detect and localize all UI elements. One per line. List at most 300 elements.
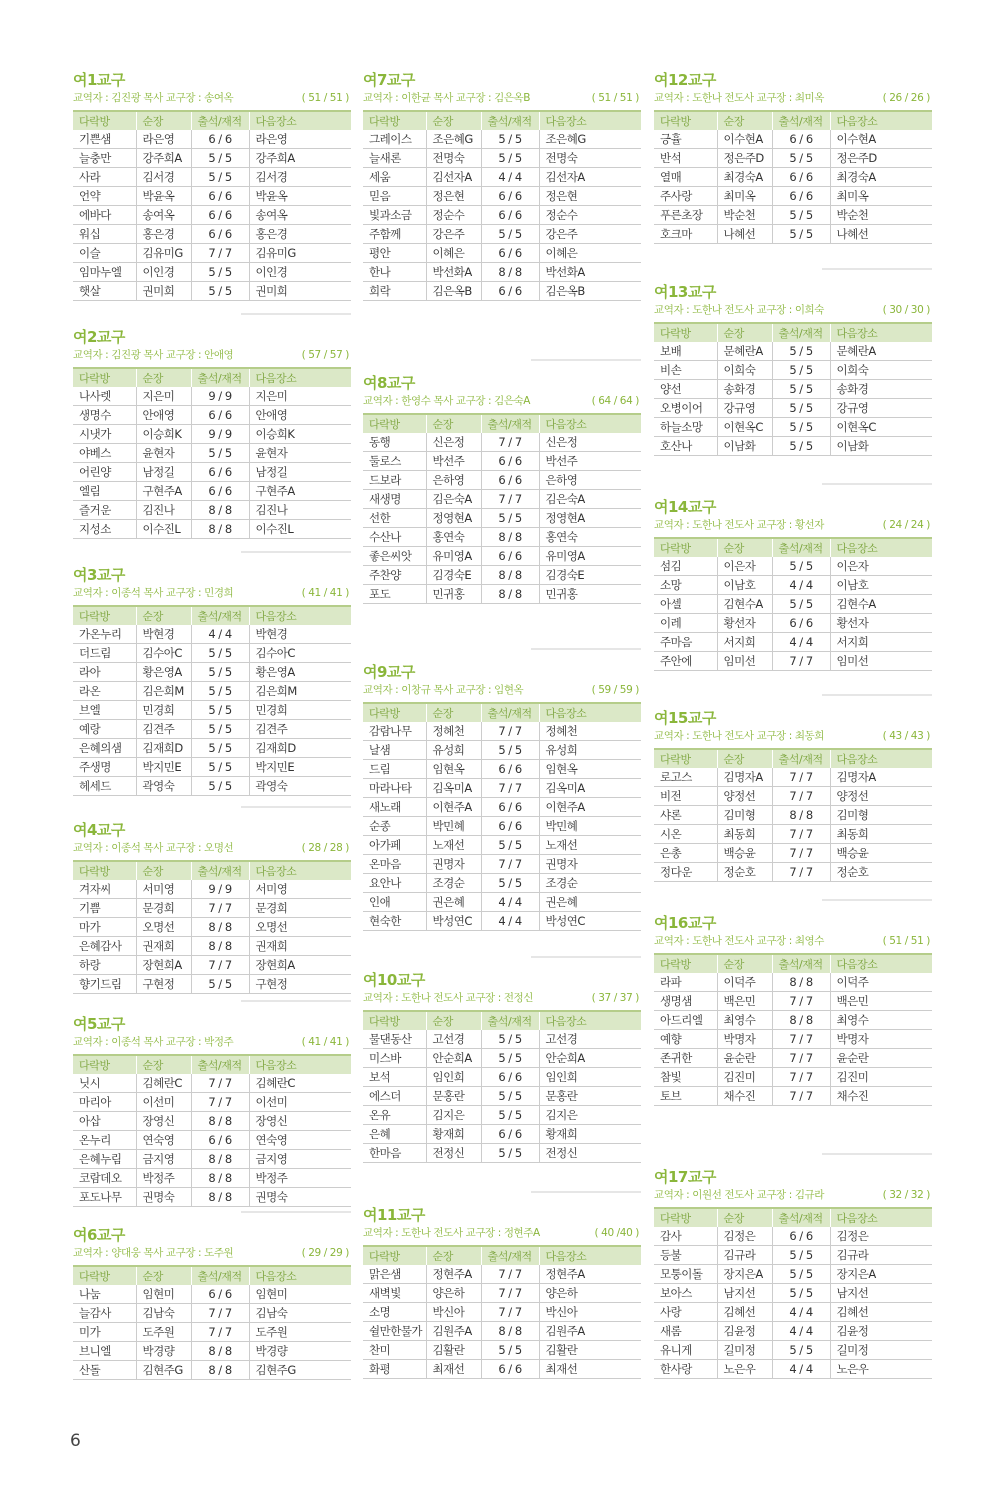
table-cell: 4 / 4 <box>481 168 539 187</box>
table-cell: 이인경 <box>136 263 191 282</box>
table-cell: 구현주A <box>136 482 191 501</box>
table-row <box>73 1093 351 1112</box>
table-cell: 6 / 6 <box>481 206 539 225</box>
table-cell: 정순호 <box>830 863 932 882</box>
district-title: 여14교구 <box>654 498 716 516</box>
table-row <box>363 206 641 225</box>
table-cell: 남정길 <box>249 463 351 482</box>
table-cell: 곽영숙 <box>136 777 191 796</box>
table-cell: 반석 <box>654 149 717 168</box>
district-table <box>654 1207 932 1379</box>
table-row <box>654 1011 932 1030</box>
table-cell: 이남화 <box>830 437 932 456</box>
table-cell: 김은희M <box>136 682 191 701</box>
table-cell: 전정신 <box>426 1144 481 1163</box>
table-cell: 연숙영 <box>136 1131 191 1150</box>
table-row <box>73 444 351 463</box>
table-cell: 드보라 <box>363 471 426 490</box>
district-title: 여5교구 <box>73 1015 125 1033</box>
table-cell: 5 / 5 <box>481 1030 539 1049</box>
column-header: 출석/재적 <box>481 1011 539 1030</box>
table-cell: 권미희 <box>136 282 191 301</box>
table-cell: 김은숙A <box>539 490 641 509</box>
table-row <box>73 899 351 918</box>
table-cell: 김옥미A <box>539 779 641 798</box>
table-cell: 황은영A <box>136 663 191 682</box>
table-row <box>363 912 641 931</box>
table-cell: 임현옥 <box>426 760 481 779</box>
table-cell: 노재선 <box>539 836 641 855</box>
table-row <box>654 614 932 633</box>
column-header: 다락방 <box>654 538 717 557</box>
column-header: 순장 <box>426 703 481 722</box>
table-cell: 6 / 6 <box>191 482 249 501</box>
table-cell: 최재선 <box>539 1360 641 1379</box>
table-cell: 5 / 5 <box>481 1106 539 1125</box>
table-row <box>73 130 351 149</box>
table-cell: 백은민 <box>717 992 772 1011</box>
table-cell: 문혜란A <box>830 342 932 361</box>
table-cell: 비손 <box>654 361 717 380</box>
table-cell: 사라 <box>73 168 136 187</box>
table-cell: 5 / 5 <box>772 1284 830 1303</box>
table-cell: 주사랑 <box>654 187 717 206</box>
table-cell: 6 / 6 <box>481 817 539 836</box>
table-cell: 이인경 <box>249 263 351 282</box>
table-cell: 권은혜 <box>426 893 481 912</box>
table-cell: 마라나타 <box>363 779 426 798</box>
table-cell: 권미희 <box>249 282 351 301</box>
column-header: 순장 <box>717 323 772 342</box>
table-cell: 박선화A <box>539 263 641 282</box>
column-header: 다락방 <box>73 111 136 130</box>
table-header <box>363 414 641 433</box>
column-header: 다락방 <box>654 111 717 130</box>
district-leaders: 교역자 : 이종석 목사 교구장 : 오명선 <box>73 842 234 854</box>
district-leaders: 교역자 : 도한나 전도사 교구장 : 이희숙 <box>654 304 825 316</box>
table-cell: 햇살 <box>73 282 136 301</box>
table-row <box>73 1285 351 1304</box>
district-count: ( 26 / 26 ) <box>882 92 930 104</box>
district-leaders: 교역자 : 이창규 목사 교구장 : 임현옥 <box>363 684 524 696</box>
table-row <box>73 387 351 406</box>
district-block <box>363 70 641 301</box>
district-table <box>73 605 351 796</box>
table-cell: 강은주 <box>426 225 481 244</box>
table-cell: 7 / 7 <box>481 779 539 798</box>
table-cell: 예향 <box>654 1030 717 1049</box>
table-cell: 김원주A <box>426 1322 481 1341</box>
table-cell: 예랑 <box>73 720 136 739</box>
table-header <box>654 749 932 768</box>
table-cell: 김혜란C <box>249 1074 351 1093</box>
table-cell: 김지은 <box>426 1106 481 1125</box>
table-cell: 민귀홍 <box>539 585 641 604</box>
table-cell: 최경숙A <box>717 168 772 187</box>
table-cell: 존귀한 <box>654 1049 717 1068</box>
table-row <box>363 528 641 547</box>
table-row <box>73 149 351 168</box>
table-cell: 8 / 8 <box>191 1188 249 1207</box>
table-cell: 정순수 <box>426 206 481 225</box>
table-cell: 수산나 <box>363 528 426 547</box>
table-row <box>654 168 932 187</box>
table-cell: 둘로스 <box>363 452 426 471</box>
district-block <box>654 913 932 1106</box>
table-cell: 권재희 <box>136 937 191 956</box>
table-cell: 민귀홍 <box>426 585 481 604</box>
table-cell: 김규라 <box>830 1246 932 1265</box>
table-cell: 8 / 8 <box>191 1342 249 1361</box>
table-row <box>654 1030 932 1049</box>
table-cell: 희락 <box>363 282 426 301</box>
table-cell: 소명 <box>363 1303 426 1322</box>
table-cell: 사랑 <box>654 1303 717 1322</box>
table-cell: 김재희D <box>249 739 351 758</box>
table-cell: 한마음 <box>363 1144 426 1163</box>
table-cell: 한사랑 <box>654 1360 717 1379</box>
table-cell: 정은현 <box>539 187 641 206</box>
district-meta <box>73 90 351 106</box>
district-count: ( 51 / 51 ) <box>882 935 930 947</box>
table-cell: 박경량 <box>136 1342 191 1361</box>
table-cell: 4 / 4 <box>772 1360 830 1379</box>
table-cell: 오명선 <box>249 918 351 937</box>
table-cell: 김윤정 <box>830 1322 932 1341</box>
table-cell: 김명자A <box>830 768 932 787</box>
district-meta <box>363 990 641 1006</box>
table-cell: 안순희A <box>426 1049 481 1068</box>
district-count: ( 41 / 41 ) <box>301 587 349 599</box>
table-cell: 윤순란 <box>717 1049 772 1068</box>
table-cell: 7 / 7 <box>772 863 830 882</box>
table-cell: 백은민 <box>830 992 932 1011</box>
table-cell: 문홍란 <box>426 1087 481 1106</box>
table-cell: 고선경 <box>539 1030 641 1049</box>
column-header: 다락방 <box>363 1011 426 1030</box>
table-cell: 야베스 <box>73 444 136 463</box>
table-cell: 동행 <box>363 433 426 452</box>
district-meta <box>654 90 932 106</box>
table-cell: 언약 <box>73 187 136 206</box>
column-header: 다락방 <box>654 323 717 342</box>
table-cell: 주찬양 <box>363 566 426 585</box>
table-cell: 6 / 6 <box>772 187 830 206</box>
table-cell: 권명자 <box>426 855 481 874</box>
table-row <box>654 342 932 361</box>
table-cell: 5 / 5 <box>191 282 249 301</box>
column-header: 순장 <box>717 954 772 973</box>
table-header <box>73 861 351 880</box>
table-cell: 즐거운 <box>73 501 136 520</box>
table-cell: 황재희 <box>426 1125 481 1144</box>
district-table <box>363 110 641 301</box>
table-cell: 김진미 <box>830 1068 932 1087</box>
table-cell: 은하영 <box>539 471 641 490</box>
table-row <box>73 663 351 682</box>
district-block <box>73 820 351 994</box>
district-leaders: 교역자 : 이한균 목사 교구장 : 김은옥B <box>363 92 531 104</box>
table-cell: 장지은A <box>717 1265 772 1284</box>
table-cell: 겨자씨 <box>73 880 136 899</box>
table-cell: 은혜 <box>363 1125 426 1144</box>
district-title: 여7교구 <box>363 71 415 89</box>
table-cell: 6 / 6 <box>481 452 539 471</box>
table-cell: 서미영 <box>136 880 191 899</box>
table-row <box>73 758 351 777</box>
table-cell: 7 / 7 <box>191 1304 249 1323</box>
table-cell: 이선미 <box>136 1093 191 1112</box>
table-row <box>73 956 351 975</box>
district-meta <box>654 1187 932 1203</box>
table-cell: 5 / 5 <box>772 380 830 399</box>
table-cell: 5 / 5 <box>481 1049 539 1068</box>
table-row <box>654 768 932 787</box>
table-row <box>363 244 641 263</box>
column-header: 다음장소 <box>539 1246 641 1265</box>
table-row <box>654 399 932 418</box>
table-cell: 7 / 7 <box>191 956 249 975</box>
table-cell: 이현옥C <box>830 418 932 437</box>
district-block <box>654 282 932 456</box>
district-meta <box>73 840 351 856</box>
table-cell: 이혜은 <box>539 244 641 263</box>
table-cell: 4 / 4 <box>191 625 249 644</box>
table-cell: 김남숙 <box>136 1304 191 1323</box>
table-cell: 맑은샘 <box>363 1265 426 1284</box>
table-row <box>73 1074 351 1093</box>
table-header <box>654 954 932 973</box>
divider <box>822 694 932 696</box>
district-table <box>73 110 351 301</box>
table-header <box>363 1011 641 1030</box>
table-cell: 순종 <box>363 817 426 836</box>
table-cell: 박지민E <box>136 758 191 777</box>
table-cell: 5 / 5 <box>191 739 249 758</box>
table-cell: 온마음 <box>363 855 426 874</box>
table-cell: 5 / 5 <box>481 225 539 244</box>
table-cell: 박신아 <box>539 1303 641 1322</box>
table-row <box>73 1169 351 1188</box>
table-cell: 민경희 <box>249 701 351 720</box>
table-cell: 김명자A <box>717 768 772 787</box>
column-header: 다락방 <box>73 1266 136 1285</box>
table-cell: 5 / 5 <box>772 149 830 168</box>
column-header: 출석/재적 <box>772 954 830 973</box>
table-cell: 5 / 5 <box>191 682 249 701</box>
district-table <box>654 953 932 1106</box>
table-cell: 6 / 6 <box>191 187 249 206</box>
column-header: 출석/재적 <box>481 414 539 433</box>
table-cell: 서지희 <box>830 633 932 652</box>
table-cell: 길미정 <box>717 1341 772 1360</box>
table-cell: 임미선 <box>830 652 932 671</box>
table-cell: 5 / 5 <box>481 149 539 168</box>
table-cell: 김미형 <box>830 806 932 825</box>
district-block <box>73 70 351 301</box>
table-row <box>73 206 351 225</box>
table-cell: 김남숙 <box>249 1304 351 1323</box>
column-header: 순장 <box>136 368 191 387</box>
table-cell: 이선미 <box>249 1093 351 1112</box>
table-row <box>73 520 351 539</box>
table-row <box>654 1068 932 1087</box>
table-cell: 4 / 4 <box>772 1303 830 1322</box>
table-cell: 8 / 8 <box>191 1169 249 1188</box>
table-cell: 김활란 <box>426 1341 481 1360</box>
table-cell: 6 / 6 <box>191 406 249 425</box>
table-cell: 김진나 <box>136 501 191 520</box>
table-header <box>654 538 932 557</box>
table-cell: 문경희 <box>249 899 351 918</box>
table-cell: 남지선 <box>717 1284 772 1303</box>
table-cell: 김지은 <box>539 1106 641 1125</box>
table-cell: 좋은씨앗 <box>363 547 426 566</box>
table-row <box>363 130 641 149</box>
table-cell: 7 / 7 <box>481 1303 539 1322</box>
table-cell: 5 / 5 <box>481 1087 539 1106</box>
table-cell: 나혜선 <box>717 225 772 244</box>
table-row <box>654 187 932 206</box>
table-row <box>654 225 932 244</box>
table-row <box>363 149 641 168</box>
table-cell: 이레 <box>654 614 717 633</box>
table-cell: 8 / 8 <box>191 520 249 539</box>
table-cell: 5 / 5 <box>772 1265 830 1284</box>
table-row <box>654 863 932 882</box>
table-cell: 이현주A <box>426 798 481 817</box>
table-cell: 양정선 <box>717 787 772 806</box>
table-cell: 지은미 <box>249 387 351 406</box>
table-cell: 임현미 <box>136 1285 191 1304</box>
table-cell: 5 / 5 <box>191 777 249 796</box>
column-header: 출석/재적 <box>772 1208 830 1227</box>
table-cell: 주생명 <box>73 758 136 777</box>
table-cell: 신은정 <box>539 433 641 452</box>
district-block <box>654 708 932 882</box>
table-cell: 8 / 8 <box>191 1112 249 1131</box>
table-cell: 6 / 6 <box>481 187 539 206</box>
table-cell: 7 / 7 <box>772 844 830 863</box>
district-meta <box>363 393 641 409</box>
table-cell: 임인희 <box>539 1068 641 1087</box>
table-cell: 전정신 <box>539 1144 641 1163</box>
table-cell: 참빛 <box>654 1068 717 1087</box>
table-cell: 7 / 7 <box>772 1049 830 1068</box>
table-cell: 5 / 5 <box>191 663 249 682</box>
table-cell: 안애영 <box>136 406 191 425</box>
column-header: 다음장소 <box>539 1011 641 1030</box>
page-number: 6 <box>70 1431 81 1451</box>
table-cell: 장영신 <box>136 1112 191 1131</box>
district-meta <box>73 1245 351 1261</box>
table-cell: 8 / 8 <box>772 806 830 825</box>
table-cell: 6 / 6 <box>191 1285 249 1304</box>
table-cell: 이은자 <box>717 557 772 576</box>
table-cell: 8 / 8 <box>481 585 539 604</box>
table-cell: 7 / 7 <box>772 1030 830 1049</box>
table-cell: 김은숙A <box>426 490 481 509</box>
district-title: 여12교구 <box>654 71 716 89</box>
district-title: 여16교구 <box>654 914 716 932</box>
table-cell: 마리아 <box>73 1093 136 1112</box>
table-row <box>363 452 641 471</box>
column-header: 다음장소 <box>830 1208 932 1227</box>
district-block <box>654 497 932 671</box>
district-meta <box>654 728 932 744</box>
district-table <box>363 702 641 931</box>
table-row <box>363 722 641 741</box>
table-cell: 가온누리 <box>73 625 136 644</box>
table-cell: 오병이어 <box>654 399 717 418</box>
table-cell: 권은혜 <box>539 893 641 912</box>
column-header: 출석/재적 <box>191 1266 249 1285</box>
table-cell: 박순천 <box>830 206 932 225</box>
table-row <box>73 168 351 187</box>
table-cell: 이덕주 <box>830 973 932 992</box>
table-cell: 정순호 <box>717 863 772 882</box>
table-cell: 8 / 8 <box>772 973 830 992</box>
table-cell: 마가 <box>73 918 136 937</box>
column-header: 순장 <box>136 1266 191 1285</box>
table-cell: 박현경 <box>136 625 191 644</box>
table-cell: 정은주D <box>830 149 932 168</box>
table-cell: 박경량 <box>249 1342 351 1361</box>
table-cell: 고선경 <box>426 1030 481 1049</box>
table-cell: 브엘 <box>73 701 136 720</box>
table-row <box>363 1144 641 1163</box>
district-meta <box>654 302 932 318</box>
table-cell: 황은영A <box>249 663 351 682</box>
district-leaders: 교역자 : 한영수 목사 교구장 : 김은숙A <box>363 395 531 407</box>
table-cell: 로고스 <box>654 768 717 787</box>
table-cell: 정순수 <box>539 206 641 225</box>
table-cell: 이은자 <box>830 557 932 576</box>
table-row <box>73 777 351 796</box>
table-cell: 포도나무 <box>73 1188 136 1207</box>
table-cell: 8 / 8 <box>772 1011 830 1030</box>
column-header: 출석/재적 <box>481 1246 539 1265</box>
table-cell: 주함께 <box>363 225 426 244</box>
table-row <box>363 1087 641 1106</box>
district-count: ( 32 / 32 ) <box>882 1189 930 1201</box>
table-row <box>654 992 932 1011</box>
table-cell: 4 / 4 <box>772 633 830 652</box>
table-cell: 화평 <box>363 1360 426 1379</box>
district-title: 여15교구 <box>654 709 716 727</box>
table-cell: 이슬 <box>73 244 136 263</box>
table-cell: 유니게 <box>654 1341 717 1360</box>
district-count: ( 37 / 37 ) <box>591 992 639 1004</box>
table-cell: 송여옥 <box>136 206 191 225</box>
column-header: 다음장소 <box>249 861 351 880</box>
table-cell: 7 / 7 <box>191 1074 249 1093</box>
table-cell: 유성희 <box>426 741 481 760</box>
district-title: 여6교구 <box>73 1226 125 1244</box>
table-row <box>363 509 641 528</box>
table-cell: 박성연C <box>539 912 641 931</box>
table-cell: 5 / 5 <box>481 130 539 149</box>
table-cell: 정다운 <box>654 863 717 882</box>
table-cell: 노은우 <box>717 1360 772 1379</box>
table-row <box>363 798 641 817</box>
table-cell: 5 / 5 <box>191 263 249 282</box>
table-cell: 8 / 8 <box>481 566 539 585</box>
table-cell: 6 / 6 <box>772 168 830 187</box>
table-row <box>654 576 932 595</box>
table-cell: 5 / 5 <box>481 741 539 760</box>
table-cell: 권명숙 <box>249 1188 351 1207</box>
